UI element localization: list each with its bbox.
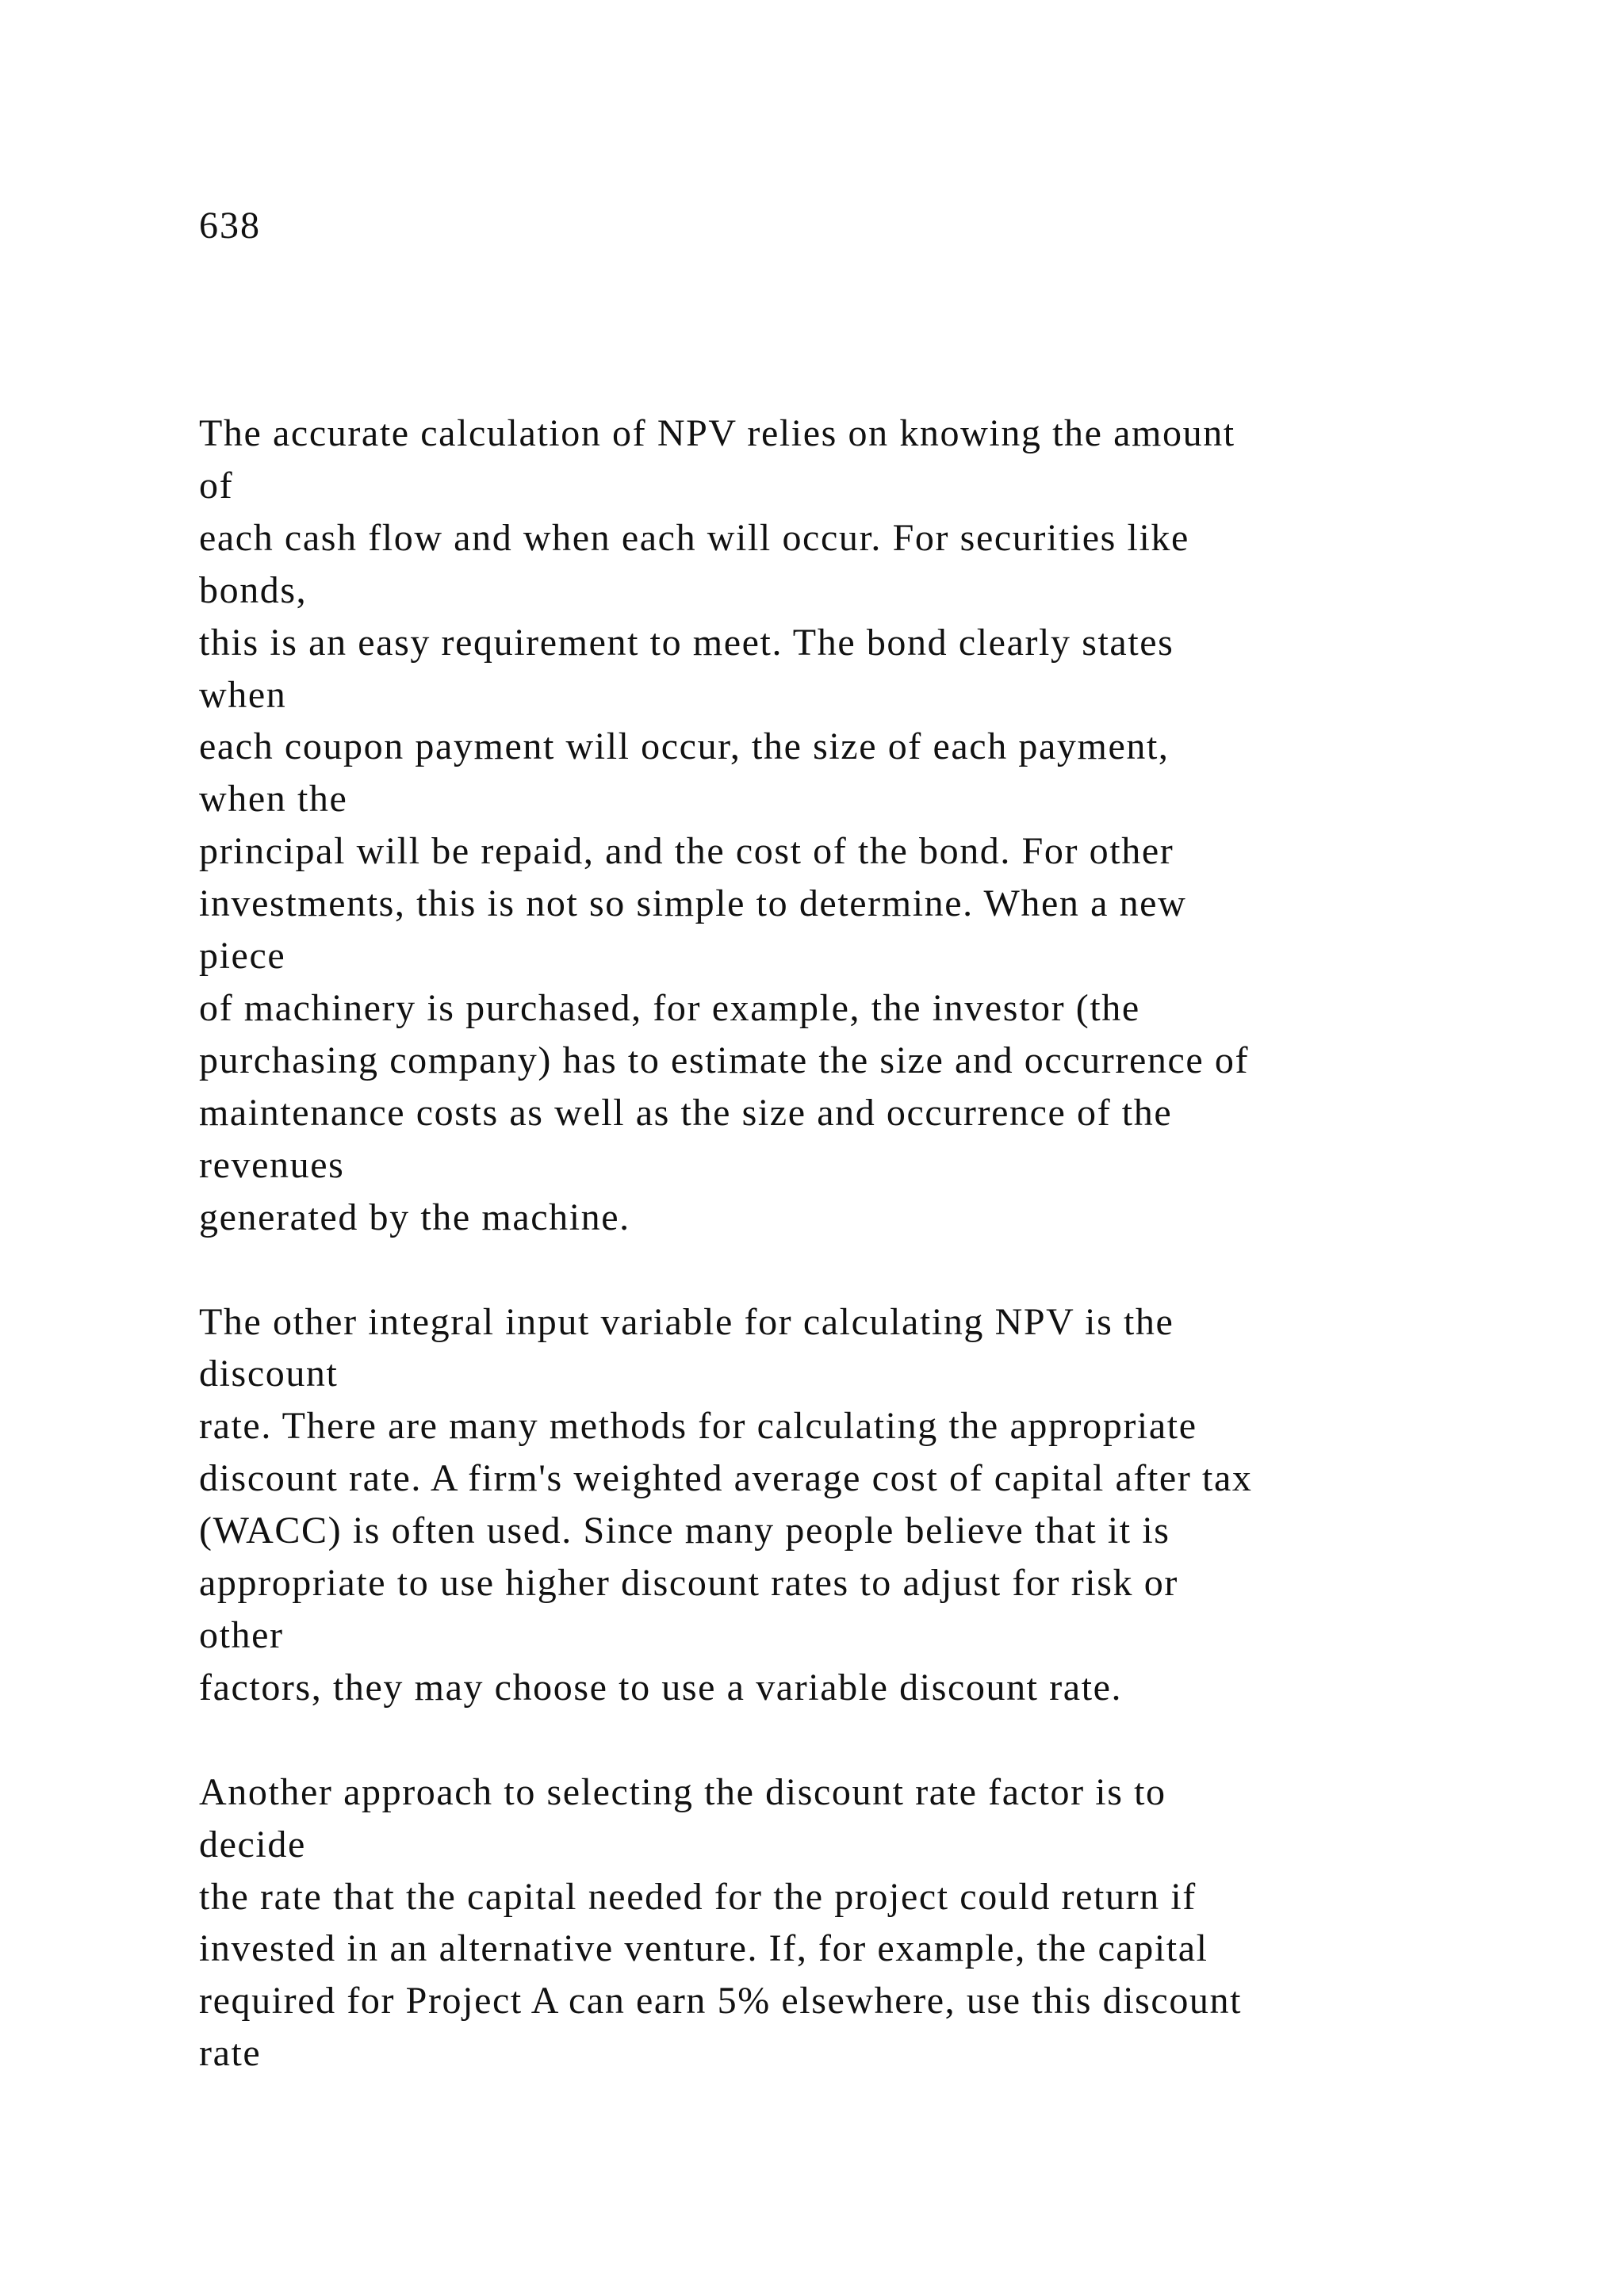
text-line: The accurate calculation of NPV relies on knowing the amount xyxy=(199,412,1235,454)
text-line: required for Project A can earn 5% elsewhere, use this discount xyxy=(199,1980,1243,2022)
text-line: discount rate. A firm's weighted average cost of capital after tax xyxy=(199,1457,1253,1500)
text-line: factors, they may choose to use a variable discount rate. xyxy=(199,1666,1123,1709)
text-line: Another approach to selecting the discount rate factor is to xyxy=(199,1770,1166,1813)
text-line: investments, this is not so simple to determine. When a new xyxy=(199,882,1187,925)
text-line: when xyxy=(199,673,287,716)
text-line: maintenance costs as well as the size and occurrence of the xyxy=(199,1091,1173,1134)
paragraph-discount-rate xyxy=(199,1296,1547,1714)
text-line: bonds, xyxy=(199,568,308,611)
text-line: of xyxy=(199,464,234,507)
text-line: other xyxy=(199,1613,284,1656)
text-line: when the xyxy=(199,778,348,821)
text-line: each coupon payment will occur, the size of each payment, xyxy=(199,725,1170,768)
text-line: appropriate to use higher discount rates to adjust for risk or xyxy=(199,1562,1178,1605)
text-line: piece xyxy=(199,935,286,978)
text-line: principal will be repaid, and the cost of the bond. For other xyxy=(199,830,1174,873)
text-line: of machinery is purchased, for example, the investor (the xyxy=(199,986,1140,1029)
text-line: discount xyxy=(199,1353,339,1395)
body-text xyxy=(199,408,1547,2080)
text-line: The other integral input variable for calculating NPV is the xyxy=(199,1300,1174,1343)
text-line: invested in an alternative venture. If, for example, the capital xyxy=(199,1927,1208,1970)
text-line: revenues xyxy=(199,1143,345,1186)
text-line: (WACC) is often used. Since many people believe that it is xyxy=(199,1510,1170,1552)
text-line: purchasing company) has to estimate the size and occurrence of xyxy=(199,1039,1250,1081)
text-line: decide xyxy=(199,1823,306,1866)
text-line: rate xyxy=(199,2032,262,2075)
text-line: the rate that the capital needed for the project could return if xyxy=(199,1875,1197,1918)
paragraph-npv-calculation xyxy=(199,408,1547,1244)
text-line: this is an easy requirement to meet. The bond clearly states xyxy=(199,621,1174,664)
paragraph-alternative-approach xyxy=(199,1766,1547,2080)
text-line: each cash flow and when each will occur. For securities like xyxy=(199,516,1189,559)
page-number: 638 xyxy=(199,205,261,247)
text-line: rate. There are many methods for calculating the appropriate xyxy=(199,1405,1197,1448)
text-line: generated by the machine. xyxy=(199,1196,630,1238)
